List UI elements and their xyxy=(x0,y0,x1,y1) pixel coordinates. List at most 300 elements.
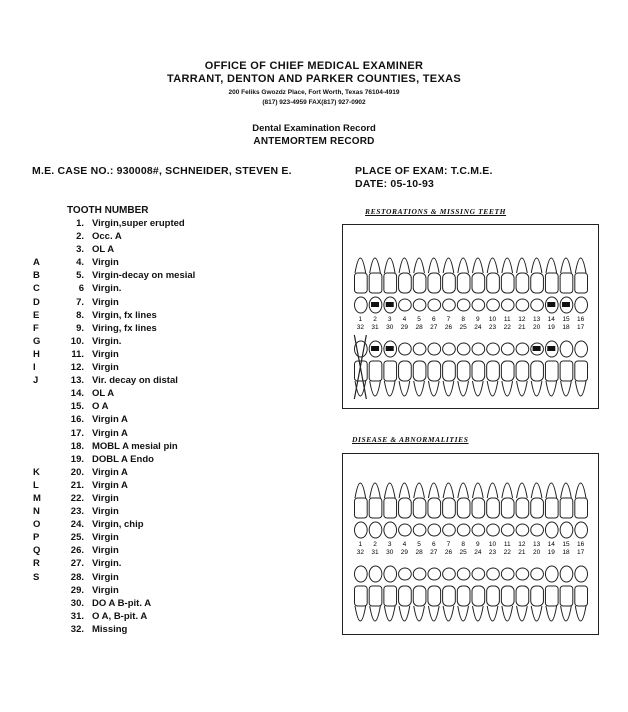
upper-tooth-occlusal xyxy=(355,297,368,313)
upper-tooth-root xyxy=(414,483,425,498)
tooth-row xyxy=(0,310,330,323)
upper-tooth-root xyxy=(370,483,381,498)
lower-tooth-number: 30 xyxy=(386,549,394,556)
lower-tooth-occlusal xyxy=(487,568,500,580)
upper-tooth-number: 12 xyxy=(518,541,526,548)
tooth-description: Occ. A xyxy=(92,231,122,243)
tooth-row xyxy=(0,270,330,283)
tooth-number: 31. xyxy=(70,610,84,622)
lower-tooth-crown xyxy=(413,586,426,606)
lower-tooth-crown xyxy=(487,586,500,606)
lower-tooth-number: 30 xyxy=(386,324,394,331)
lower-tooth-crown xyxy=(501,586,514,606)
upper-tooth-crown xyxy=(545,273,558,293)
tooth-number: 17. xyxy=(70,427,84,439)
tooth-number: 18. xyxy=(70,440,84,452)
lower-tooth-number: 18 xyxy=(562,549,570,556)
lower-tooth-crown xyxy=(472,586,485,606)
upper-tooth-root xyxy=(458,483,469,498)
tooth-row xyxy=(0,336,330,349)
upper-tooth-crown xyxy=(384,498,397,518)
lower-tooth-root xyxy=(575,606,586,621)
upper-tooth-number: 15 xyxy=(562,316,570,323)
lower-tooth-number: 22 xyxy=(503,324,511,331)
lower-tooth-number: 31 xyxy=(371,324,379,331)
lower-tooth-occlusal xyxy=(472,568,485,580)
tooth-list xyxy=(0,218,330,637)
disease-chart-title: DISEASE & ABNORMALITIES xyxy=(352,435,469,444)
tooth-number: 22. xyxy=(70,492,84,504)
lower-tooth-crown xyxy=(487,361,500,381)
lower-tooth-number: 23 xyxy=(488,549,497,556)
upper-tooth-number: 7 xyxy=(446,541,451,548)
tooth-row xyxy=(0,558,330,571)
upper-tooth-crown xyxy=(369,498,382,518)
lower-tooth-crown xyxy=(531,586,544,606)
upper-tooth-occlusal xyxy=(384,522,397,538)
lower-tooth-number: 20 xyxy=(532,324,541,331)
upper-tooth-number: 11 xyxy=(503,316,511,323)
upper-tooth-root xyxy=(473,483,484,498)
lower-tooth-number: 23 xyxy=(488,324,497,331)
upper-tooth-occlusal xyxy=(472,524,485,536)
upper-tooth-root xyxy=(517,258,528,273)
upper-tooth-crown xyxy=(560,498,573,518)
upper-tooth-root xyxy=(384,483,395,498)
lower-tooth-occlusal xyxy=(575,566,588,582)
upper-tooth-occlusal xyxy=(428,299,441,311)
upper-tooth-crown xyxy=(472,498,485,518)
tooth-description: OL A xyxy=(92,388,115,400)
lower-tooth-crown xyxy=(399,361,412,381)
upper-tooth-crown xyxy=(413,498,426,518)
lower-tooth-crown xyxy=(399,586,412,606)
lower-tooth-number: 24 xyxy=(474,324,482,331)
upper-tooth-root xyxy=(443,483,454,498)
upper-tooth-root xyxy=(428,483,439,498)
lower-tooth-crown xyxy=(501,361,514,381)
lower-tooth-crown xyxy=(457,361,470,381)
lower-tooth-occlusal xyxy=(501,343,514,355)
lower-tooth-number: 19 xyxy=(547,549,555,556)
tooth-description: Virgin xyxy=(92,571,119,583)
lower-tooth-occlusal xyxy=(560,566,573,582)
restoration-mark xyxy=(547,302,555,307)
lower-tooth-crown xyxy=(560,586,573,606)
tooth-description: Virgin,super erupted xyxy=(92,218,185,229)
upper-tooth-crown xyxy=(428,273,441,293)
lower-tooth-crown xyxy=(443,361,456,381)
lower-tooth-crown xyxy=(384,586,397,606)
upper-tooth-number: 9 xyxy=(476,316,480,323)
upper-tooth-occlusal xyxy=(443,524,456,536)
lower-tooth-occlusal xyxy=(457,343,470,355)
upper-tooth-crown xyxy=(399,498,412,518)
lower-tooth-occlusal xyxy=(501,568,514,580)
lower-tooth-root xyxy=(546,381,557,396)
tooth-description: O A, B-pit. A xyxy=(92,610,148,622)
upper-tooth-root xyxy=(428,258,439,273)
restorations-tooth-chart xyxy=(342,224,599,409)
upper-tooth-crown xyxy=(355,273,368,293)
upper-tooth-crown xyxy=(501,273,514,293)
tooth-row xyxy=(0,467,330,480)
lower-tooth-occlusal xyxy=(545,566,558,582)
lower-tooth-crown xyxy=(472,361,485,381)
tooth-description: Virgin A xyxy=(92,427,128,439)
upper-tooth-occlusal xyxy=(501,524,514,536)
upper-tooth-crown xyxy=(531,498,544,518)
tooth-number: 19. xyxy=(70,453,84,465)
upper-tooth-root xyxy=(561,258,572,273)
upper-tooth-number: 13 xyxy=(532,316,541,323)
upper-tooth-root xyxy=(517,483,528,498)
upper-tooth-number: 14 xyxy=(547,541,555,548)
tooth-number: 1. xyxy=(76,218,84,229)
upper-tooth-number: 4 xyxy=(402,316,407,323)
tooth-row xyxy=(0,598,330,611)
odontogram-svg xyxy=(343,454,598,634)
lower-tooth-root xyxy=(414,606,425,621)
tooth-number: 24. xyxy=(70,519,84,531)
upper-tooth-number: 16 xyxy=(577,316,585,323)
lower-tooth-number: 19 xyxy=(547,324,555,331)
tooth-description: Virgin. xyxy=(92,558,122,570)
lower-tooth-root xyxy=(502,381,513,396)
tooth-letter: K xyxy=(33,466,40,478)
odontogram-svg xyxy=(343,225,598,408)
upper-tooth-crown xyxy=(487,498,500,518)
upper-tooth-crown xyxy=(413,273,426,293)
lower-tooth-root xyxy=(561,606,572,621)
tooth-number: 9. xyxy=(76,322,84,334)
lower-tooth-root xyxy=(517,381,528,396)
tooth-row xyxy=(0,414,330,427)
upper-tooth-crown xyxy=(443,273,456,293)
lower-tooth-root xyxy=(399,606,410,621)
tooth-number: 23. xyxy=(70,506,84,518)
lower-tooth-number: 27 xyxy=(430,549,438,556)
upper-tooth-root xyxy=(384,258,395,273)
lower-tooth-root xyxy=(458,606,469,621)
tooth-number: 3. xyxy=(76,244,84,256)
lower-tooth-occlusal xyxy=(443,568,456,580)
lower-tooth-occlusal xyxy=(472,343,485,355)
tooth-letter: C xyxy=(33,283,40,295)
upper-tooth-root xyxy=(487,483,498,498)
upper-tooth-root xyxy=(546,483,557,498)
tooth-number: 13. xyxy=(70,375,84,387)
lower-tooth-root xyxy=(428,381,439,396)
tooth-letter: R xyxy=(33,558,40,570)
upper-tooth-crown xyxy=(457,498,470,518)
tooth-description: Virgin xyxy=(92,532,119,544)
tooth-number: 21. xyxy=(70,479,84,491)
lower-tooth-crown xyxy=(575,586,588,606)
lower-tooth-root xyxy=(414,381,425,396)
lower-tooth-root xyxy=(384,606,395,621)
lower-tooth-number: 25 xyxy=(459,324,467,331)
lower-tooth-occlusal xyxy=(369,566,382,582)
tooth-letter: M xyxy=(33,492,41,504)
lower-tooth-number: 26 xyxy=(444,324,453,331)
lower-tooth-crown xyxy=(428,361,441,381)
upper-tooth-root xyxy=(546,258,557,273)
lower-tooth-number: 27 xyxy=(430,324,438,331)
restoration-mark xyxy=(386,302,394,307)
tooth-description: DOBL A Endo xyxy=(92,453,154,465)
lower-tooth-root xyxy=(355,606,366,621)
tooth-letter: Q xyxy=(33,545,41,557)
lower-tooth-root xyxy=(473,606,484,621)
lower-tooth-crown xyxy=(428,586,441,606)
tooth-row xyxy=(0,323,330,336)
tooth-letter: S xyxy=(33,571,40,583)
lower-tooth-occlusal xyxy=(355,566,368,582)
tooth-row xyxy=(0,362,330,375)
upper-tooth-occlusal xyxy=(457,299,470,311)
lower-tooth-root xyxy=(546,606,557,621)
tooth-number: 29. xyxy=(70,584,84,596)
place-of-exam: PLACE OF EXAM: T.C.M.E. xyxy=(355,165,493,177)
upper-tooth-number: 3 xyxy=(387,316,392,323)
tooth-description: Virgin xyxy=(92,257,119,269)
upper-tooth-occlusal xyxy=(531,299,544,311)
tooth-row xyxy=(0,428,330,441)
office-title: OFFICE OF CHIEF MEDICAL EXAMINER xyxy=(204,60,424,72)
lower-tooth-crown xyxy=(413,361,426,381)
upper-tooth-occlusal xyxy=(457,524,470,536)
lower-tooth-occlusal xyxy=(428,568,441,580)
lower-tooth-number: 24 xyxy=(474,549,482,556)
tooth-number: 5. xyxy=(76,270,84,282)
record-title: Dental Examination Record xyxy=(252,123,376,134)
upper-tooth-occlusal xyxy=(516,524,529,536)
case-number: M.E. CASE NO.: 930008#, SCHNEIDER, STEVEN E. xyxy=(32,165,292,177)
lower-tooth-root xyxy=(473,381,484,396)
tooth-number: 11. xyxy=(71,348,84,360)
upper-tooth-crown xyxy=(384,273,397,293)
lower-tooth-number: 32 xyxy=(356,324,364,331)
upper-tooth-root xyxy=(561,483,572,498)
upper-tooth-root xyxy=(355,483,366,498)
tooth-description: Virgin A xyxy=(92,414,128,426)
upper-tooth-number: 13 xyxy=(532,541,541,548)
upper-tooth-number: 8 xyxy=(461,541,465,548)
tooth-number-heading: TOOTH NUMBER xyxy=(67,205,149,216)
upper-tooth-number: 16 xyxy=(577,541,585,548)
tooth-description: Viring, fx lines xyxy=(92,322,157,334)
tooth-description: Virgin xyxy=(92,348,119,360)
upper-tooth-crown xyxy=(516,498,529,518)
lower-tooth-number: 31 xyxy=(371,549,379,556)
upper-tooth-root xyxy=(531,258,542,273)
tooth-letter: O xyxy=(33,519,41,531)
upper-tooth-crown xyxy=(516,273,529,293)
upper-tooth-root xyxy=(414,258,425,273)
upper-tooth-root xyxy=(575,258,586,273)
upper-tooth-crown xyxy=(428,498,441,518)
tooth-row xyxy=(0,611,330,624)
tooth-row xyxy=(0,257,330,270)
upper-tooth-number: 1 xyxy=(358,316,363,323)
lower-tooth-occlusal xyxy=(443,343,456,355)
lower-tooth-root xyxy=(561,381,572,396)
upper-tooth-number: 6 xyxy=(431,541,436,548)
tooth-description: Vir. decay on distal xyxy=(92,375,178,387)
tooth-description: Virgin. xyxy=(92,283,122,295)
upper-tooth-crown xyxy=(369,273,382,293)
restoration-mark xyxy=(371,302,379,307)
tooth-row xyxy=(0,454,330,467)
lower-tooth-root xyxy=(502,606,513,621)
upper-tooth-occlusal xyxy=(487,524,500,536)
tooth-letter: B xyxy=(33,270,40,282)
tooth-row xyxy=(0,532,330,545)
tooth-number: 12. xyxy=(70,362,84,374)
upper-tooth-occlusal xyxy=(575,297,588,313)
lower-tooth-root xyxy=(443,606,454,621)
lower-tooth-root xyxy=(370,381,381,396)
tooth-row xyxy=(0,519,330,532)
lower-tooth-crown xyxy=(369,586,382,606)
lower-tooth-crown xyxy=(369,361,382,381)
tooth-description: Virgin A xyxy=(92,479,128,491)
upper-tooth-root xyxy=(443,258,454,273)
lower-tooth-number: 18 xyxy=(562,324,570,331)
lower-tooth-occlusal xyxy=(560,341,573,357)
upper-tooth-crown xyxy=(487,273,500,293)
restoration-mark xyxy=(562,302,570,307)
lower-tooth-occlusal xyxy=(428,343,441,355)
lower-tooth-occlusal xyxy=(516,343,529,355)
tooth-description: Virgin-decay on mesial xyxy=(92,270,196,282)
tooth-number: 28. xyxy=(70,571,84,583)
lower-tooth-occlusal xyxy=(399,343,412,355)
upper-tooth-number: 5 xyxy=(417,541,421,548)
upper-tooth-crown xyxy=(575,498,588,518)
lower-tooth-crown xyxy=(443,586,456,606)
lower-tooth-root xyxy=(443,381,454,396)
tooth-letter: N xyxy=(33,506,40,518)
tooth-number: 15. xyxy=(70,401,84,413)
upper-tooth-occlusal xyxy=(501,299,514,311)
office-address: 200 Feliks Gwozdz Place, Fort Worth, Texas 76104-4919 xyxy=(228,89,400,96)
lower-tooth-number: 25 xyxy=(459,549,467,556)
tooth-row xyxy=(0,231,330,244)
tooth-letter: I xyxy=(33,362,36,374)
tooth-row xyxy=(0,283,330,296)
upper-tooth-root xyxy=(502,258,513,273)
upper-tooth-crown xyxy=(355,498,368,518)
tooth-description: Virgin xyxy=(92,584,119,596)
tooth-description: Virgin, chip xyxy=(92,519,144,531)
tooth-description: Virgin xyxy=(92,506,119,518)
tooth-number: 10. xyxy=(70,335,84,347)
tooth-row xyxy=(0,297,330,310)
lower-tooth-occlusal xyxy=(487,343,500,355)
lower-tooth-occlusal xyxy=(457,568,470,580)
lower-tooth-number: 28 xyxy=(415,549,423,556)
tooth-number: 8. xyxy=(76,309,84,321)
lower-tooth-occlusal xyxy=(413,568,426,580)
upper-tooth-occlusal xyxy=(487,299,500,311)
tooth-row xyxy=(0,401,330,414)
upper-tooth-number: 10 xyxy=(488,541,497,548)
record-type: ANTEMORTEM RECORD xyxy=(253,136,375,147)
upper-tooth-occlusal xyxy=(516,299,529,311)
restorations-chart-title: RESTORATIONS & MISSING TEETH xyxy=(365,207,507,216)
lower-tooth-crown xyxy=(516,361,529,381)
upper-tooth-occlusal xyxy=(369,522,382,538)
lower-tooth-number: 20 xyxy=(532,549,541,556)
upper-tooth-number: 5 xyxy=(417,316,421,323)
upper-tooth-number: 4 xyxy=(402,541,407,548)
upper-tooth-occlusal xyxy=(545,522,558,538)
upper-tooth-number: 14 xyxy=(547,316,555,323)
tooth-row xyxy=(0,624,330,637)
upper-tooth-number: 12 xyxy=(518,316,526,323)
tooth-number: 2. xyxy=(76,231,84,243)
upper-tooth-number: 9 xyxy=(476,541,480,548)
upper-tooth-root xyxy=(355,258,366,273)
upper-tooth-root xyxy=(370,258,381,273)
upper-tooth-occlusal xyxy=(560,522,573,538)
lower-tooth-crown xyxy=(384,361,397,381)
restoration-mark xyxy=(386,346,394,351)
upper-tooth-number: 15 xyxy=(562,541,570,548)
tooth-description: O A xyxy=(92,401,109,413)
lower-tooth-crown xyxy=(545,361,558,381)
restoration-mark xyxy=(371,346,379,351)
upper-tooth-crown xyxy=(545,498,558,518)
lower-tooth-number: 22 xyxy=(503,549,511,556)
lower-tooth-occlusal xyxy=(384,566,397,582)
lower-tooth-crown xyxy=(575,361,588,381)
upper-tooth-crown xyxy=(501,498,514,518)
lower-tooth-crown xyxy=(545,586,558,606)
upper-tooth-occlusal xyxy=(399,524,412,536)
tooth-letter: G xyxy=(33,335,41,347)
lower-tooth-number: 32 xyxy=(356,549,364,556)
lower-tooth-occlusal xyxy=(399,568,412,580)
tooth-number: 4. xyxy=(76,257,84,269)
tooth-description: MOBL A mesial pin xyxy=(92,440,178,452)
upper-tooth-number: 8 xyxy=(461,316,465,323)
upper-tooth-occlusal xyxy=(443,299,456,311)
tooth-description: DO A B-pit. A xyxy=(92,597,152,609)
disease-tooth-chart xyxy=(342,453,599,635)
upper-tooth-crown xyxy=(560,273,573,293)
tooth-letter: P xyxy=(33,532,40,544)
tooth-row xyxy=(0,441,330,454)
upper-tooth-crown xyxy=(457,273,470,293)
upper-tooth-root xyxy=(399,258,410,273)
lower-tooth-root xyxy=(399,381,410,396)
tooth-row xyxy=(0,572,330,585)
tooth-letter: A xyxy=(33,257,40,269)
tooth-description: Virgin, fx lines xyxy=(92,309,157,321)
upper-tooth-occlusal xyxy=(531,524,544,536)
tooth-row xyxy=(0,545,330,558)
tooth-number: 20. xyxy=(70,466,84,478)
lower-tooth-root xyxy=(428,606,439,621)
tooth-row xyxy=(0,388,330,401)
lower-tooth-crown xyxy=(457,586,470,606)
lower-tooth-crown xyxy=(355,586,368,606)
tooth-row xyxy=(0,506,330,519)
tooth-letter: D xyxy=(33,296,40,308)
